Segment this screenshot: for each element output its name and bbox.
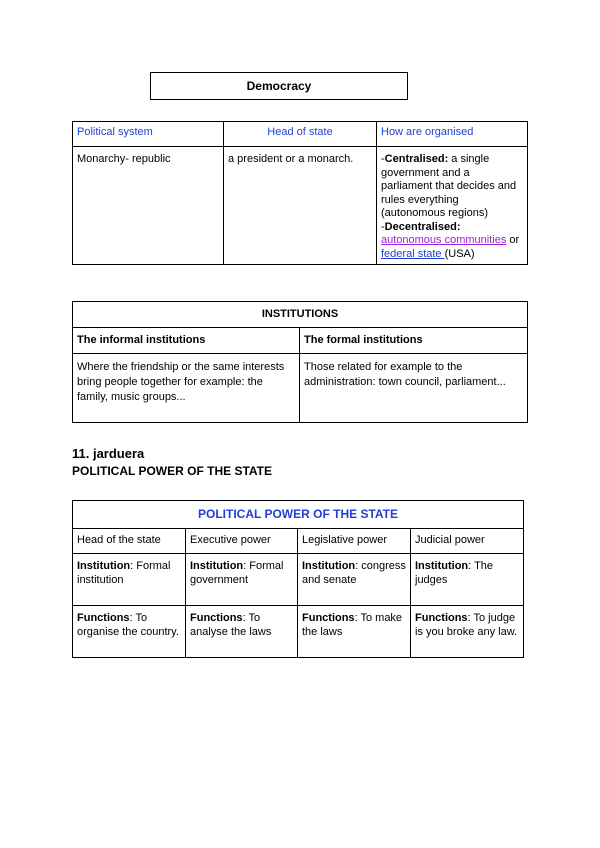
cell-head: a president or a monarch.: [224, 147, 377, 265]
functions-text: : To organise the country.: [77, 612, 179, 638]
functions-label: Functions: [302, 612, 355, 624]
cell-organisation: -Centralised: a single government and a parliament that decides and rules everything (autonomous regions) -Decentralised: autonomous communities or federal state (USA): [377, 147, 528, 265]
functions-label: Functions: [77, 612, 130, 624]
functions-text: : To analyse the laws: [190, 612, 272, 638]
header-political-system: Political system: [73, 122, 224, 147]
table-row: [73, 554, 524, 606]
col-legislative: Legislative power: [298, 529, 411, 554]
functions-head: [73, 606, 186, 658]
header-how-organised: How are organised: [377, 122, 528, 147]
activity-subtitle: POLITICAL POWER OF THE STATE: [72, 464, 272, 478]
democracy-title: Democracy: [150, 72, 408, 100]
institution-label: Institution: [302, 560, 356, 572]
cell-system: Monarchy- republic: [73, 147, 224, 265]
functions-executive: [186, 606, 298, 658]
institutions-table: [72, 301, 528, 423]
table-row: [73, 606, 524, 658]
political-power-table: [72, 500, 524, 658]
institution-head: [73, 554, 186, 606]
institutions-title: INSTITUTIONS: [73, 302, 528, 328]
centralised-label: Centralised:: [384, 153, 449, 165]
formal-text: Those related for example to the administration: town council, parliament...: [300, 354, 528, 423]
institution-legislative: [298, 554, 411, 606]
functions-legislative: [298, 606, 411, 658]
functions-judicial: [411, 606, 524, 658]
table-row: [73, 354, 528, 423]
institution-text: : Formal institution: [77, 560, 171, 586]
institution-label: Institution: [190, 560, 244, 572]
usa-text: (USA): [444, 247, 475, 260]
federal-state-link[interactable]: federal state: [381, 247, 445, 260]
col-head-of-state: Head of the state: [73, 529, 186, 554]
table-row: [73, 302, 528, 328]
decentralised-label: Decentralised:: [384, 220, 461, 233]
table-row: [73, 529, 524, 554]
functions-text: : To judge is you broke any law.: [415, 612, 518, 638]
centralised-text: a single government and a parliament that decides and rules everything (autonomous regions): [381, 153, 517, 219]
institution-text: : The judges: [415, 560, 494, 586]
institution-text: : Formal government: [190, 560, 284, 586]
table-row: [73, 328, 528, 354]
institution-label: Institution: [77, 560, 131, 572]
political-power-title: POLITICAL POWER OF THE STATE: [73, 501, 524, 529]
col-executive: Executive power: [186, 529, 298, 554]
institution-label: Institution: [415, 560, 469, 572]
autonomous-communities-link[interactable]: autonomous communities: [381, 234, 507, 246]
or-text: or: [506, 234, 520, 246]
functions-label: Functions: [190, 612, 243, 624]
table-row: [73, 122, 528, 147]
institution-text: : congress and senate: [302, 560, 406, 586]
activity-number: 11. jarduera: [72, 446, 145, 461]
header-head-of-state: Head of state: [224, 122, 377, 147]
table-row: [73, 501, 524, 529]
formal-header: The formal institutions: [300, 328, 528, 354]
informal-text: Where the friendship or the same interests bring people together for example: the family, music groups...: [73, 354, 300, 423]
functions-text: : To make the laws: [302, 612, 403, 638]
institution-executive: [186, 554, 298, 606]
table-row: [73, 147, 528, 265]
col-judicial: Judicial power: [411, 529, 524, 554]
informal-header: The informal institutions: [73, 328, 300, 354]
functions-label: Functions: [415, 612, 468, 624]
political-system-table: [72, 121, 528, 265]
institution-judicial: [411, 554, 524, 606]
